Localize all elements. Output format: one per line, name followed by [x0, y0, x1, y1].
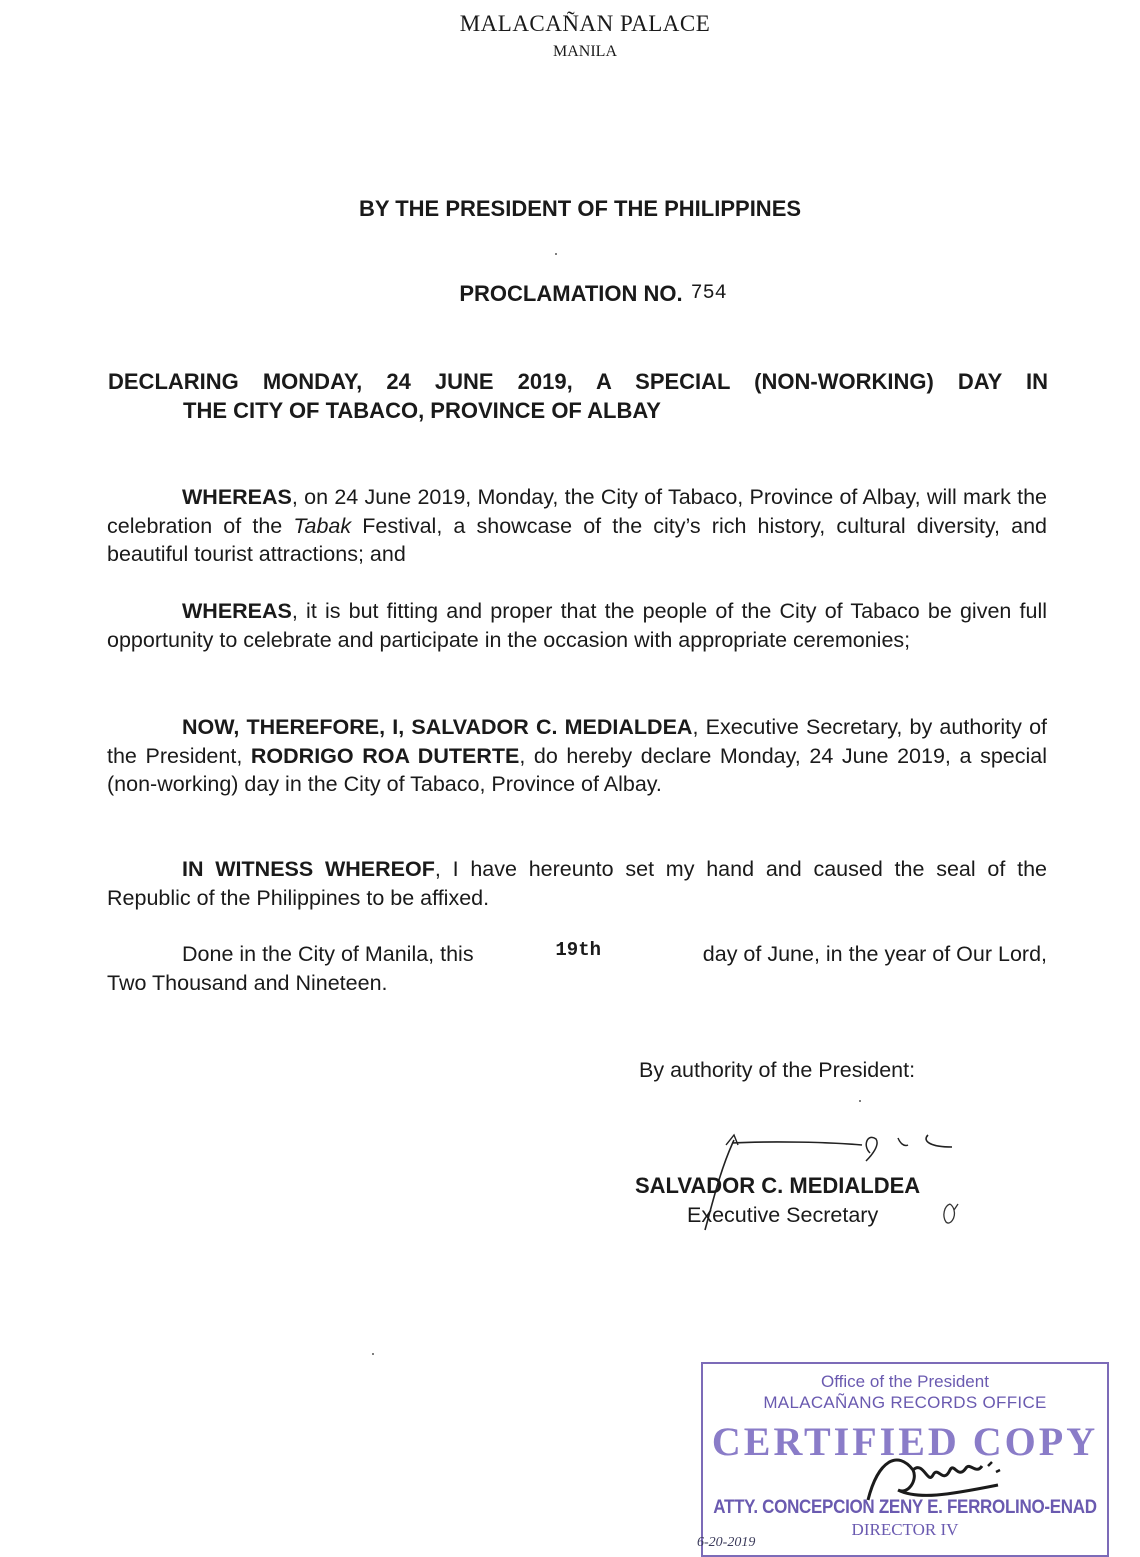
- by-president-heading: BY THE PRESIDENT OF THE PHILIPPINES: [358, 196, 802, 221]
- now-therefore-paragraph: [107, 713, 1047, 799]
- signatory-name: SALVADOR C. MEDIALDEA: [635, 1173, 921, 1198]
- p1-text-b: Festival, a showcase of the city’s rich history, cultural diversity, and beautiful tourist attractions; and: [107, 513, 1048, 566]
- in-witness-paragraph: [107, 855, 1047, 912]
- p3-text-b: , do hereby declare Monday, 24 June 2019, a special (non-working) day in the City of Tabaco, Province of Albay.: [107, 743, 1047, 796]
- letterhead: [0, 10, 1140, 62]
- stamp-certified-copy: CERTIFIED COPY: [711, 1419, 1099, 1464]
- p4-text: , I have hereunto set my hand and caused the seal of the Republic of the Philippines to be affixed.: [107, 857, 1047, 910]
- stamp-date: 6-20-2019: [697, 1535, 756, 1550]
- stamp-signature: [858, 1440, 1028, 1520]
- p2-text: , it is but fitting and proper that the people of the City of Tabaco be given full opportunity to celebrate and participate in the occasion with appropriate ceremonies;: [107, 599, 1047, 652]
- done-prefix: Done in the City of Manila, this: [182, 942, 474, 966]
- p1-text-a: , on 24 June 2019, Monday, the City of Tabaco, Province of Albay, will mark the celebration of the: [107, 485, 1047, 538]
- title-line-2: THE CITY OF TABACO, PROVINCE OF ALBAY: [183, 398, 661, 423]
- stamp-director-title: DIRECTOR IV: [851, 1520, 959, 1539]
- done-paragraph: [107, 940, 1047, 997]
- done-suffix: day of June, in the year of Our Lord,: [702, 942, 1047, 966]
- stamp-attorney-name: ATTY. CONCEPCION ZENY E. FERROLINO-ENAD: [713, 1495, 1097, 1518]
- proclamation-title: [108, 367, 1048, 425]
- initial-mark: [938, 1200, 962, 1228]
- p3-text-a: , Executive Secretary, by authority of the President,: [107, 715, 1047, 768]
- p4-lead: IN WITNESS WHEREOF: [182, 857, 435, 881]
- p1-italic: Tabak: [293, 513, 352, 538]
- stamp-office: Office of the President: [821, 1372, 989, 1391]
- done-day: 19th: [555, 939, 601, 961]
- speck: [555, 253, 557, 255]
- p2-lead: WHEREAS: [182, 599, 292, 623]
- p3-bold: RODRIGO ROA DUTERTE: [250, 743, 520, 768]
- letterhead-city: MANILA: [553, 43, 617, 60]
- p1-lead: WHEREAS: [182, 485, 292, 509]
- proclamation-heading: [0, 281, 1140, 308]
- signatory-title: Executive Secretary: [687, 1203, 879, 1227]
- title-line-1: DECLARING MONDAY, 24 JUNE 2019, A SPECIAL (NON-WORKING) DAY IN: [108, 369, 1048, 394]
- proclamation-number: 754: [690, 282, 727, 305]
- proclamation-label: PROCLAMATION NO.: [459, 281, 683, 306]
- stamp-records-office: MALACAÑANG RECORDS OFFICE: [763, 1393, 1047, 1412]
- p3-lead: NOW, THEREFORE, I, SALVADOR C. MEDIALDEA: [182, 715, 693, 739]
- by-authority-label: By authority of the President:: [639, 1058, 916, 1082]
- speck: [372, 1353, 374, 1355]
- whereas-paragraph-1: [107, 483, 1047, 569]
- done-line-2: Two Thousand and Nineteen.: [107, 970, 388, 995]
- whereas-paragraph-2: [107, 597, 1047, 654]
- letterhead-palace: MALACAÑAN PALACE: [459, 11, 711, 36]
